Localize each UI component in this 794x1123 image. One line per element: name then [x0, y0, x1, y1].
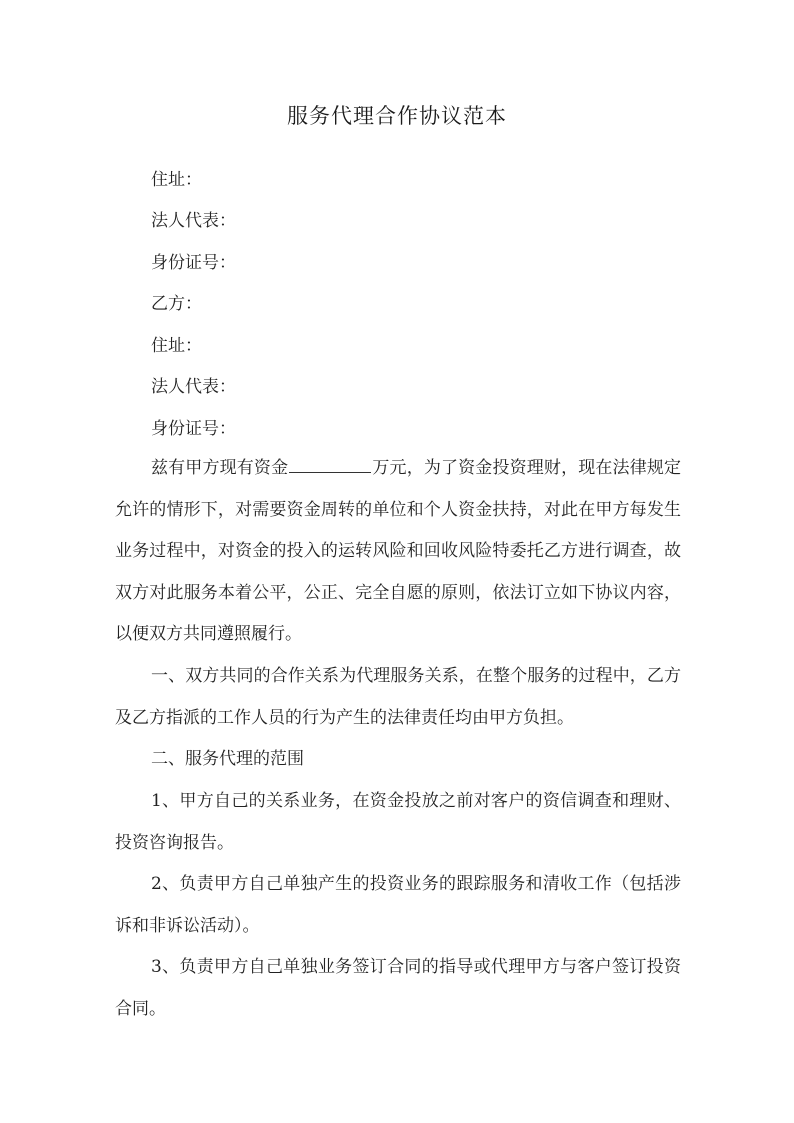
- party-b-address-field-label: 住址：: [151, 336, 202, 356]
- id-number-field-label: 身份证号：: [151, 253, 236, 273]
- clause-2-item-2: 2、负责甲方自己单独产生的投资业务的跟踪服务和清收工作（包括涉诉和非诉讼活动）。: [115, 874, 681, 936]
- clause-2-heading: 二、服务代理的范围: [151, 749, 304, 769]
- party-b-field-label: 乙方：: [151, 294, 202, 314]
- capital-amount-blank: [289, 458, 371, 473]
- address-field-label: 住址：: [151, 170, 202, 190]
- clause-1-paragraph: 一、双方共同的合作关系为代理服务关系，在整个服务的过程中，乙方及乙方指派的工作人员的行为产生的法律责任均由甲方负担。: [115, 666, 681, 728]
- intro-text-after-blank: 万元，为了资金投资理财，现在法律规定允许的情形下，对需要资金周转的单位和个人资金扶持，对此在甲方每发生业务过程中，对资金的投入的运转风险和回收风险特委托乙方进行调查，故双方对此服务本着公平，公正、完全自愿的原则，依法订立如下协议内容，以便双方共同遵照履行。: [115, 458, 682, 645]
- document-title: 服务代理合作协议范本: [287, 104, 507, 128]
- clause-2-item-3: 3、负责甲方自己单独业务签订合同的指导或代理甲方与客户签订投资合同。: [115, 957, 681, 1019]
- intro-paragraph: [115, 448, 681, 656]
- legal-representative-field-label: 法人代表：: [151, 211, 236, 231]
- clause-2-item-1: 1、甲方自己的关系业务，在资金投放之前对客户的资信调查和理财、投资咨询报告。: [115, 791, 681, 853]
- intro-text-before-blank: 兹有甲方现有资金: [151, 458, 289, 478]
- party-b-legal-representative-field-label: 法人代表：: [151, 377, 236, 397]
- party-b-id-number-field-label: 身份证号：: [151, 419, 236, 439]
